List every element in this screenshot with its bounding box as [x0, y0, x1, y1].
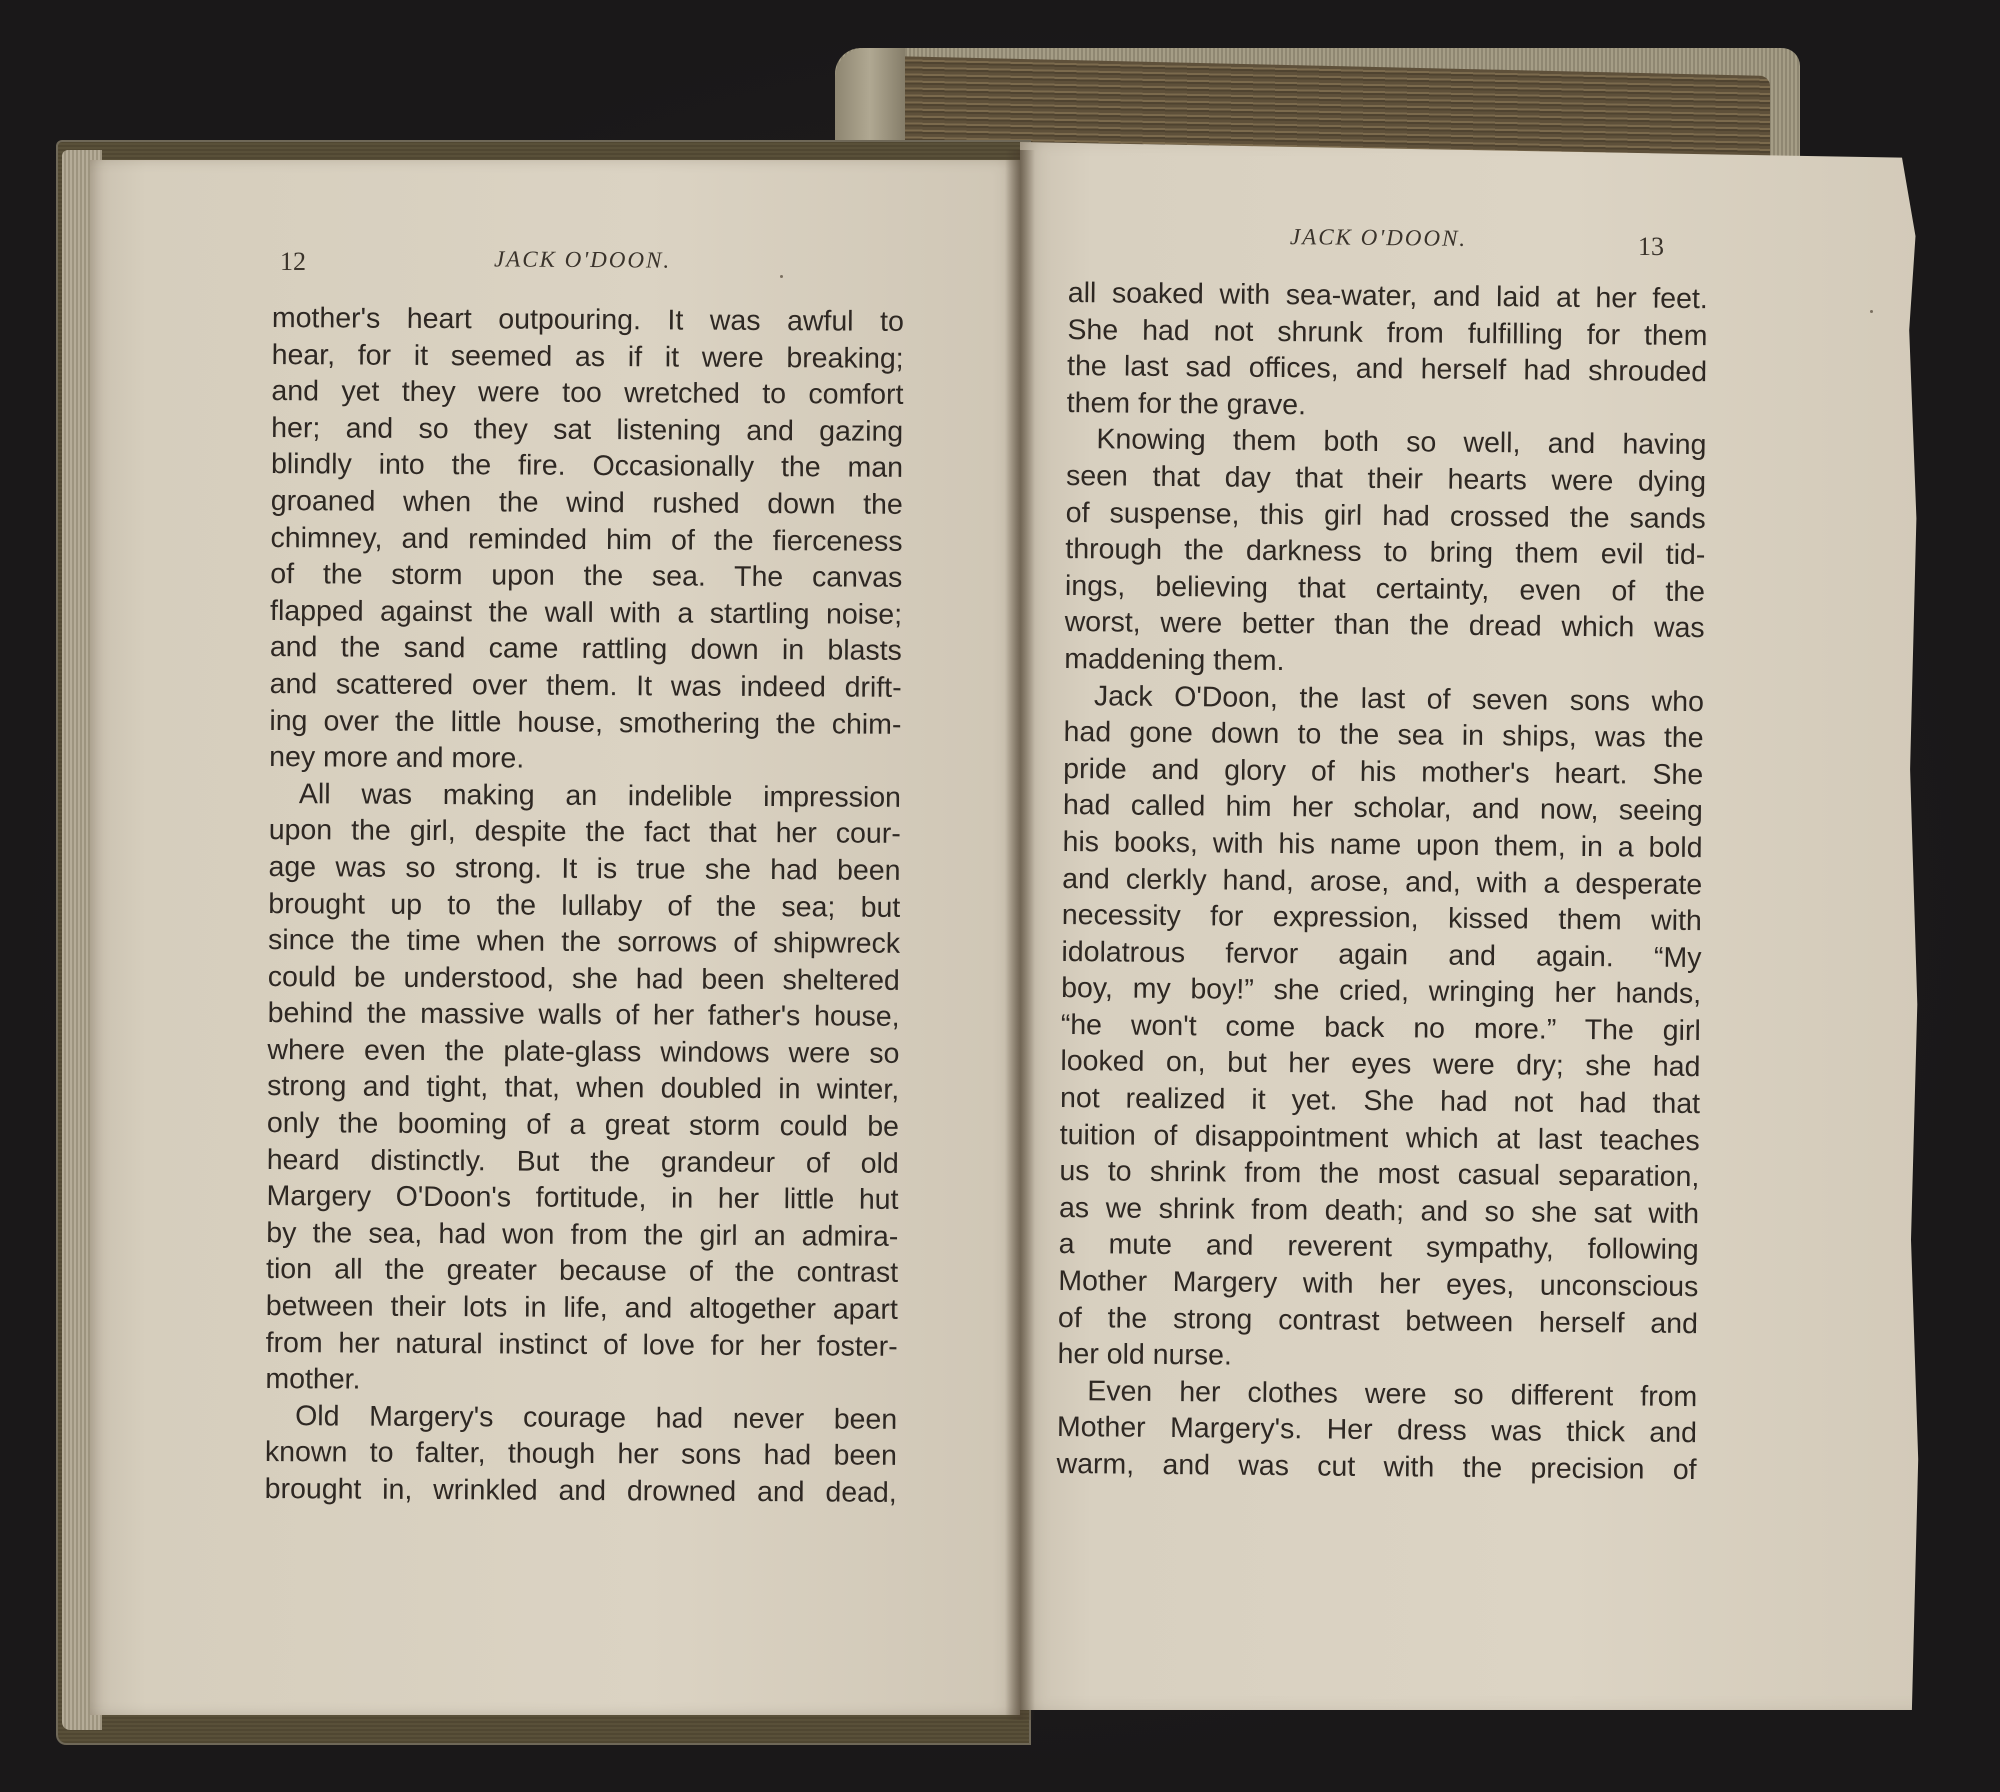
- text-line: of the strong contrast between herself and: [1057, 1301, 1699, 1340]
- text-line: idolatrous fervor again and again. “My: [1061, 935, 1702, 974]
- text-line: us to shrink from the most casual separation,: [1059, 1155, 1700, 1194]
- text-line: heard distinctly. But the grandeur of old: [266, 1143, 899, 1180]
- paper-fleck: [1870, 310, 1873, 313]
- text-line: from her natural instinct of love for her foster-: [265, 1326, 898, 1363]
- text-line: through the darkness to bring them evil tid-: [1065, 533, 1706, 572]
- text-line: necessity for expression, kissed them with: [1061, 899, 1702, 938]
- text-line: his books, with his name upon them, in a bold: [1062, 825, 1703, 865]
- text-line: pride and glory of his mother's heart. She: [1063, 752, 1704, 791]
- text-line: boy, my boy!” she cried, wringing her hands,: [1060, 972, 1702, 1011]
- text-line: seen that day that their hearts were dying: [1065, 459, 1707, 499]
- text-line: upon the girl, despite the fact that her cour-: [268, 814, 901, 851]
- right-page-text: [1056, 275, 1708, 1489]
- text-line: chimney, and reminded him of the fierceness: [270, 521, 903, 558]
- text-line: since the time when the sorrows of shipwreck: [267, 924, 901, 960]
- text-line: All was making an indelible impression: [298, 777, 902, 814]
- text-line: of the storm upon the sea. The canvas: [270, 558, 903, 595]
- left-running-head: JACK O'DOON.: [493, 246, 672, 273]
- text-line: a mute and reverent sympathy, following: [1058, 1228, 1699, 1267]
- text-line: flapped against the wall with a startling noise;: [270, 594, 903, 631]
- text-line: known to falter, though her sons had been: [264, 1436, 898, 1473]
- text-line: all soaked with sea-water, and laid at her feet.: [1067, 276, 1708, 316]
- text-line: Knowing them both so well, and having: [1096, 423, 1707, 462]
- text-line: and scattered over them. It was indeed drift-: [269, 667, 902, 704]
- text-line: “he won't come back no more.” The girl: [1060, 1008, 1701, 1047]
- left-page-text: [265, 300, 904, 1511]
- text-line: ney more and more.: [269, 741, 525, 775]
- text-line: only the booming of a great storm could be: [266, 1107, 900, 1143]
- text-line: brought in, wrinkled and drowned and dead,: [264, 1472, 897, 1509]
- text-line: of suspense, this girl had crossed the sands: [1065, 496, 1706, 535]
- left-page-number: 12: [280, 247, 306, 276]
- text-line: behind the massive walls of her father's house,: [267, 997, 900, 1034]
- text-line: between their lots in life, and altogether apart: [265, 1290, 898, 1326]
- text-line: She had not shrunk from fulfilling for them: [1067, 313, 1708, 352]
- text-line: Old Margery's courage had never been: [295, 1399, 898, 1436]
- text-line: her old nurse.: [1057, 1338, 1233, 1372]
- text-line: Even her clothes were so different from: [1087, 1375, 1698, 1413]
- text-line: warm, and was cut with the precision of: [1056, 1447, 1697, 1487]
- text-line: groaned when the wind rushed down the: [270, 484, 903, 521]
- text-line: where even the plate-glass windows were so: [267, 1033, 900, 1070]
- text-line: blindly into the fire. Occasionally the man: [270, 448, 904, 485]
- text-line: had called him her scholar, and now, seeing: [1062, 789, 1704, 828]
- right-running-head: JACK O'DOON.: [1289, 224, 1468, 251]
- text-line: could be understood, she had been sheltered: [267, 960, 900, 997]
- paper-fleck: [780, 275, 783, 278]
- text-line: Jack O'Doon, the last of seven sons who: [1093, 679, 1705, 718]
- right-page-number: 13: [1638, 232, 1664, 261]
- text-line: not realized it yet. She had not had that: [1059, 1082, 1701, 1121]
- text-line: brought up to the lullaby of the sea; but: [268, 887, 901, 924]
- text-line: the last sad offices, and herself had shrouded: [1066, 350, 1708, 389]
- text-line: as we shrink from death; and so she sat with: [1058, 1191, 1700, 1230]
- text-line: hear, for it seemed as if it were breaking;: [271, 338, 904, 375]
- text-line: and the sand came rattling down in blasts: [269, 631, 902, 668]
- text-line: ings, believing that certainty, even of the: [1064, 569, 1706, 608]
- text-line: and clerkly hand, arose, and, with a desperate: [1062, 862, 1703, 901]
- text-line: had gone down to the sea in ships, was the: [1063, 716, 1704, 755]
- text-line: mother's heart outpouring. It was awful to: [271, 301, 904, 338]
- text-line: maddening them.: [1064, 642, 1285, 678]
- text-line: Mother Margery's. Her dress was thick and: [1056, 1411, 1698, 1450]
- text-line: her; and so they sat listening and gazing: [271, 411, 904, 448]
- text-line: worst, were better than the dread which was: [1064, 606, 1705, 645]
- text-line: tion all the greater because of the contrast: [265, 1253, 899, 1290]
- book-gutter: [1005, 150, 1035, 1720]
- text-line: age was so strong. It is true she had been: [268, 850, 901, 887]
- text-line: by the sea, had won from the girl an admira-: [266, 1216, 899, 1253]
- text-line: and yet they were too wretched to comfort: [271, 375, 904, 412]
- text-line: Mother Margery with her eyes, unconscious: [1058, 1264, 1699, 1304]
- text-line: ing over the little house, smothering the chim-: [269, 704, 902, 741]
- text-line: looked on, but her eyes were dry; she had: [1060, 1045, 1701, 1084]
- text-line: strong and tight, that, when doubled in winter,: [267, 1070, 900, 1107]
- text-line: tuition of disappointment which at last teaches: [1059, 1118, 1700, 1157]
- text-line: them for the grave.: [1066, 386, 1307, 422]
- text-line: Margery O'Doon's fortitude, in her little hut: [266, 1180, 899, 1217]
- text-line: mother.: [265, 1363, 361, 1396]
